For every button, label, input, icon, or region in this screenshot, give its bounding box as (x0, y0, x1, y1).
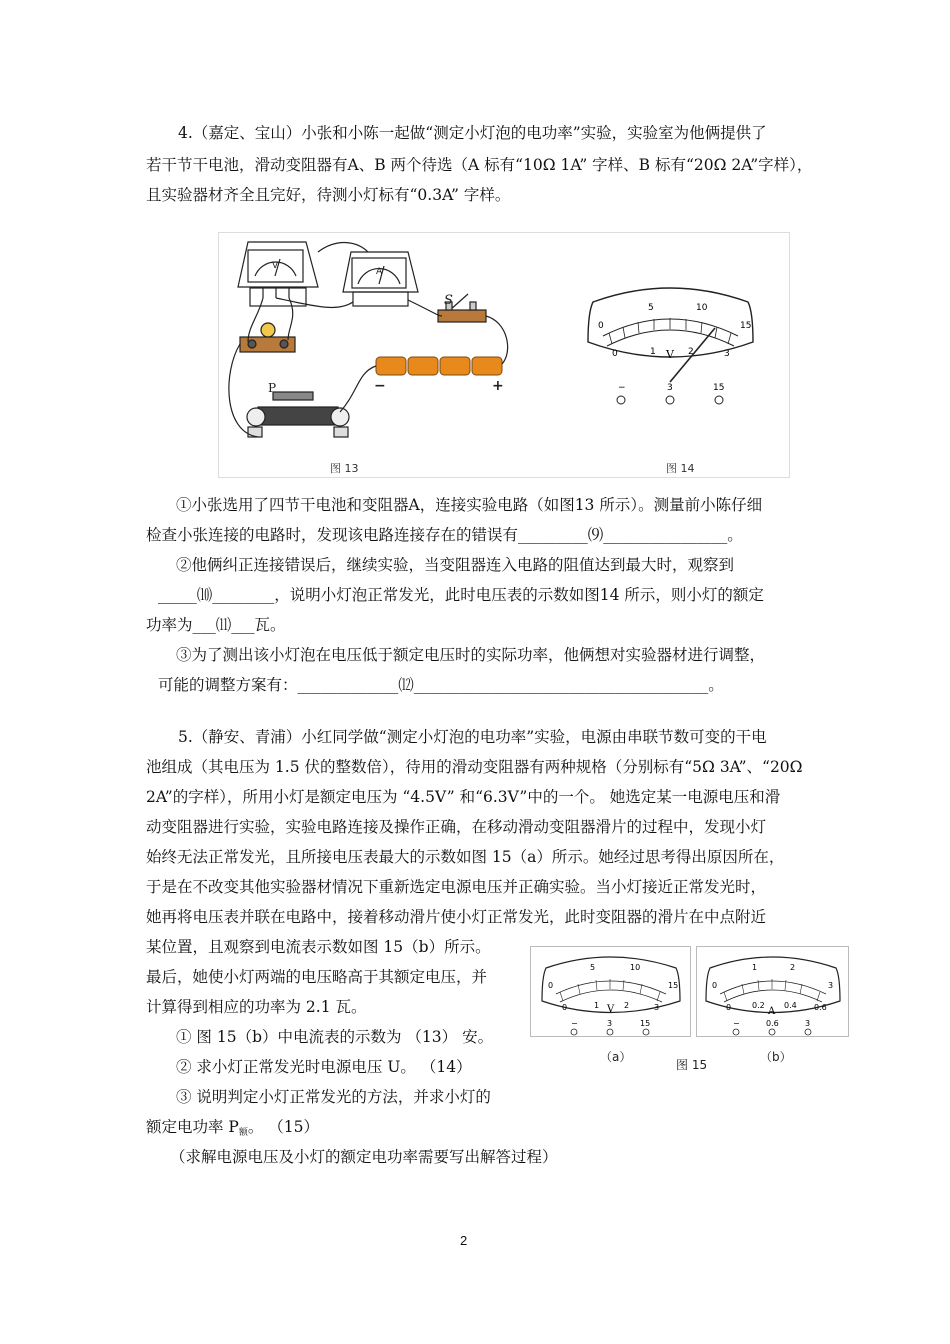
figure-15-dials (530, 946, 850, 1046)
fig15a-top-10: 10 (630, 963, 641, 972)
fig15a-terminal-15: 15 (640, 1019, 651, 1028)
q5-line-1: 5.（静安、青浦）小红同学做“测定小灯泡的电功率”实验，电源由串联节数可变的干电 (178, 728, 767, 746)
fig14-terminal-15: 15 (713, 383, 725, 393)
page-number: 2 (460, 1233, 468, 1248)
fig14-bottom-0: 0 (612, 349, 618, 359)
fig15a-terminal-minus: − (571, 1019, 578, 1028)
figure-14-caption: 图 14 (666, 462, 695, 475)
figure-15a-caption: （a） (600, 1050, 632, 1064)
ammeter-label: A (376, 267, 383, 277)
fig14-bottom-3: 3 (724, 349, 730, 359)
fig15b-bottom-0-2: 0.2 (752, 1001, 765, 1010)
q4-line-3: 且实验器材齐全且完好，待测小灯标有“0.3A” 字样。 (146, 186, 511, 204)
q4-line-1: 4.（嘉定、宝山）小张和小陈一起做“测定小灯泡的电功率”实验，实验室为他俩提供了 (178, 124, 767, 142)
figure-13-caption: 图 13 (330, 462, 359, 475)
fig15b-top-0: 0 (712, 981, 718, 990)
fig15a-bottom-1: 1 (594, 1001, 600, 1010)
fig15b-top-1: 1 (752, 963, 758, 972)
voltmeter-label: V (272, 261, 279, 271)
q4-sub-1b: 检查小张连接的电路时，发现该电路连接存在的错误有_________⑼________________。 (146, 526, 743, 544)
battery-minus-label: − (374, 378, 386, 394)
fig14-bottom-2: 2 (688, 347, 694, 357)
q5-line-9: 最后，她使小灯两端的电压略高于其额定电压，并 (146, 968, 488, 986)
fig15b-top-2: 2 (790, 963, 796, 972)
q5-sub-3: ③ 说明判定小灯正常发光的方法，并求小灯的 (176, 1088, 491, 1106)
battery-plus-label: + (492, 378, 504, 394)
q5-line-8: 某位置，且观察到电流表示数如图 15（b）所示。 (146, 938, 491, 956)
fig15b-top-3: 3 (828, 981, 834, 990)
q5-last-prefix: 额定电功率 P (146, 1118, 239, 1136)
fig15a-unit: V (607, 1004, 615, 1015)
fig15a-top-5: 5 (590, 963, 596, 972)
q5-sub-1: ① 图 15（b）中电流表的示数为 （13） 安。 (176, 1028, 494, 1046)
slider-label: P (268, 381, 277, 395)
q5-line-5: 始终无法正常发光，且所接电压表最大的示数如图 15（a）所示。她经过思考得出原因所在， (146, 848, 785, 866)
q4-sub-1a: ①小张选用了四节干电池和变阻器A，连接实验电路（如图13 所示）。测量前小陈仔细 (176, 496, 763, 514)
fig15b-terminal-3: 3 (805, 1019, 811, 1028)
fig14-top-15: 15 (740, 321, 752, 331)
fig15b-bottom-0: 0 (726, 1003, 732, 1012)
fig14-bottom-1: 1 (650, 347, 656, 357)
q4-sub-2c: 功率为___⑾___瓦。 (146, 616, 286, 634)
q5-line-6: 于是在不改变其他实验器材情况下重新选定电源电压并正确实验。当小灯接近正常发光时， (146, 878, 767, 896)
fig14-top-5: 5 (648, 303, 654, 313)
fig15a-top-15: 15 (668, 981, 679, 990)
figure-15-caption: 图 15 (676, 1058, 708, 1072)
fig14-top-0: 0 (598, 321, 604, 331)
q4-sub-3a: ③为了测出该小灯泡在电压低于额定电压时的实际功率，他俩想对实验器材进行调整， (176, 646, 766, 664)
fig14-terminal-minus: − (618, 383, 626, 393)
q5-line-7: 她再将电压表并联在电路中，接着移动滑片使小灯正常发光，此时变阻器的滑片在中点附近 (146, 908, 767, 926)
q5-line-2: 池组成（其电压为 1.5 伏的整数倍），待用的滑动变阻器有两种规格（分别标有“5Ω 3A”、“20Ω (146, 758, 803, 776)
fig15a-bottom-3: 3 (654, 1003, 660, 1012)
figure-13-14 (218, 232, 790, 478)
q5-last-sub: 额 (238, 1128, 248, 1138)
q5-line-10: 计算得到相应的功率为 2.1 瓦。 (146, 998, 367, 1016)
q5-line-4: 动变阻器进行实验，实验电路连接及操作正确，在移动滑动变阻器滑片的过程中，发现小灯 (146, 818, 767, 836)
fig15a-bottom-2: 2 (624, 1001, 630, 1010)
figure-15b-caption: （b） (760, 1050, 792, 1064)
q5-sub-2: ② 求小灯正常发光时电源电压 U。 （14） (176, 1058, 472, 1076)
fig15b-bottom-0-6: 0.6 (814, 1003, 827, 1012)
fig15b-bottom-0-4: 0.4 (784, 1001, 797, 1010)
q5-last-suffix: 。 （15） (247, 1118, 320, 1136)
q5-note: （求解电源电压及小灯的额定电功率需要写出解答过程） (170, 1148, 558, 1166)
fig14-terminal-3: 3 (667, 383, 673, 393)
circuit-and-voltmeter-figure (218, 232, 790, 478)
switch-label: S (444, 293, 453, 308)
q4-sub-3b: 可能的调整方案有：_____________⑿______________________________________。 (158, 676, 724, 694)
q4-sub-2b: _____⑽________，说明小灯泡正常发光，此时电压表的示数如图14 所示，则小灯的额定 (158, 586, 764, 604)
fig15a-bottom-0: 0 (562, 1003, 568, 1012)
q4-line-2: 若干节干电池，滑动变阻器有A、B 两个待选（A 标有“10Ω 1A” 字样、B 标有“20Ω 2A”字样）， (146, 156, 813, 174)
q5-line-3: 2A”的字样），所用小灯是额定电压为 “4.5V” 和“6.3V”中的一个。 她选定某一电源电压和滑 (146, 788, 781, 806)
fig14-top-10: 10 (696, 303, 708, 313)
fig15b-terminal-minus: − (733, 1019, 740, 1028)
fig15a-terminal-3: 3 (607, 1019, 613, 1028)
q4-sub-2a: ②他俩纠正连接错误后，继续实验，当变阻器连入电路的阻值达到最大时，观察到 (176, 556, 735, 574)
fig15b-terminal-0-6: 0.6 (766, 1019, 779, 1028)
fig15b-unit: A (768, 1006, 776, 1017)
fig14-unit: V (666, 348, 674, 361)
fig15a-top-0: 0 (548, 981, 554, 990)
figure-15 (530, 946, 850, 1046)
